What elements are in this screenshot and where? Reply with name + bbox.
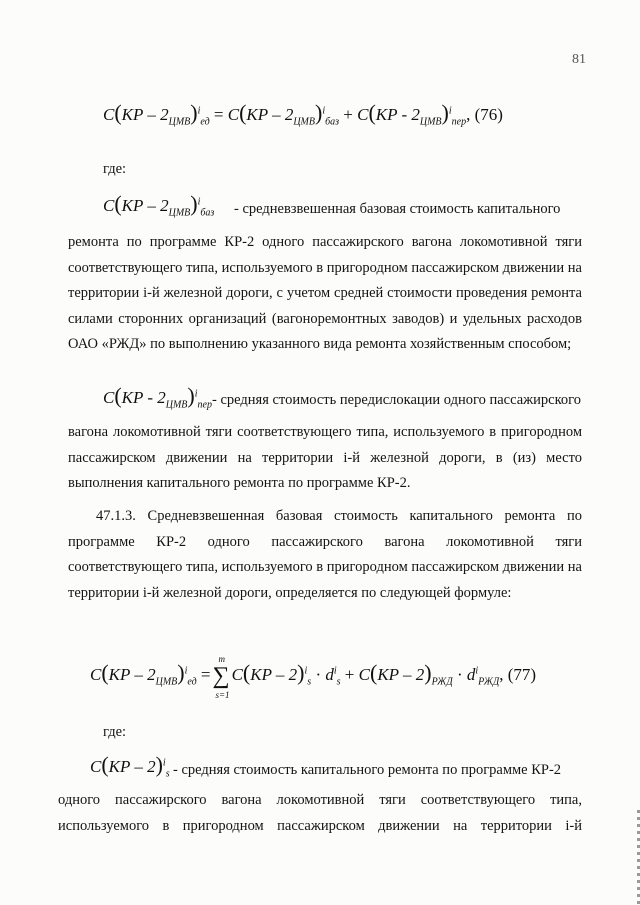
- formula-77-label: , (77): [499, 665, 537, 684]
- formula-76-label: , (76): [466, 105, 503, 124]
- sum-symbol: ∑ m s=1: [212, 653, 230, 700]
- symbol-per: $C(KP - 2_{ЦМВ})^i_{пер}$: [103, 383, 212, 411]
- paragraph-47-1-3: 47.1.3. Средневзвешенная базовая стоимость капитального ремонта по программе КР-2 одного пассажирского вагона локомотивной тяги соответствующего типа, используемого в пригородном пассажирском движении на территории i-й железной дороги, определяется по следующей формуле:: [68, 508, 582, 601]
- symbol-bazovaya: $C(KP - 2_{ЦМВ})^i_{баз}$: [103, 191, 215, 219]
- formula-77: $C(KP - 2_{ЦМВ})^i_{ед}$ =∑ m s=1 $C(KP - 2)^i_s \cdot d^i_s + C(KP - 2)_{РЖД} \cdot d^i_{РЖД}$, (77): [90, 653, 537, 700]
- formula-76: $C(KP - 2_{ЦМВ})^i_{ед} = C(KP - 2_{ЦМВ})^i_{баз} + C(KP - 2_{ЦМВ})^i_{пер}$, (76): [103, 100, 503, 128]
- def-per-text: вагона локомотивной тяги соответствующего типа, используемого в пригородном пассажирском движении на территории i-й железной дороги, в (из) место выполнения капитального ремонта по программе КР-2.: [68, 424, 582, 491]
- page-number: 81: [572, 52, 586, 67]
- where-label-1: где:: [103, 161, 127, 177]
- def-bazovaya-text: ремонта по программе КР-2 одного пассажирского вагона локомотивной тяги соответствующего типа, используемого в пригородном пассажирском движении на территории i-й железной дороги, с учетом средней стоимости проведения ремонта силами сторонних организаций (вагоноремонтных заводов) и удельных расходов ОАО «РЖД» по выполнению указанного вида ремонта хозяйственным способом;: [68, 234, 582, 352]
- def-bazovaya-lead: - средневзвешенная базовая стоимость капитального: [234, 201, 561, 217]
- def-s-lead: - средняя стоимость капитального ремонта по программе КР-2: [173, 762, 562, 778]
- where-label-2: где:: [103, 724, 127, 740]
- def-s-text: одного пассажирского вагона локомотивной тяги соответствующего типа, используемого в пригородном пассажирском движении на территории i-й: [58, 792, 582, 834]
- def-per-lead: - средняя стоимость передислокации одного пассажирского: [212, 392, 582, 408]
- symbol-s: C(KP – 2)$^i_s$: [90, 752, 170, 780]
